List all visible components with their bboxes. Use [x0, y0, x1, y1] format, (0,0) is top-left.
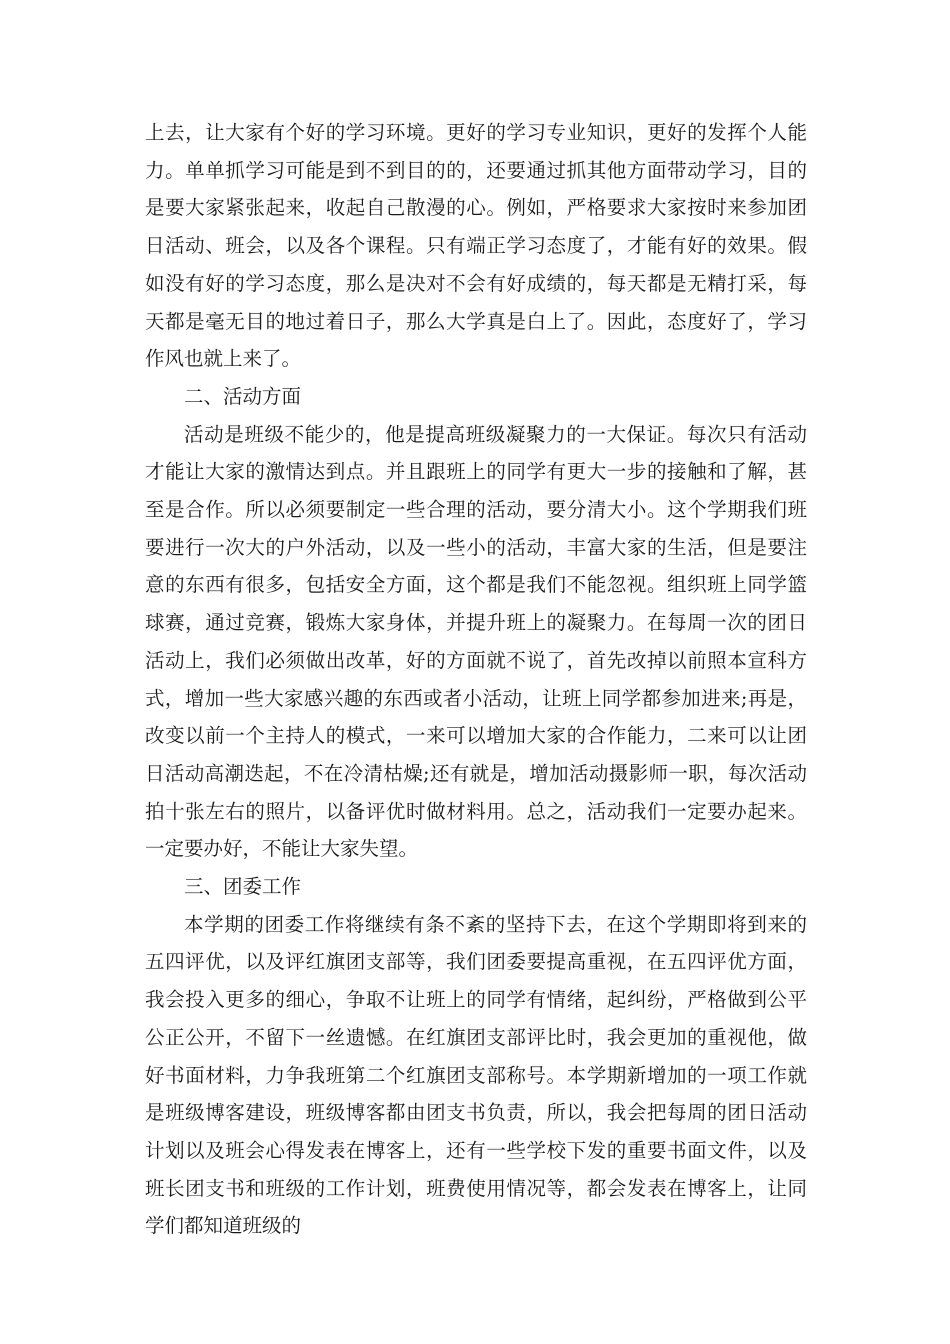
- paragraph-youth-league: 本学期的团委工作将继续有条不紊的坚持下去，在这个学期即将到来的五四评优，以及评红旗团支部等，我们团委要提高重视，在五四评优方面，我会投入更多的细心，争取不让班上的同学有情绪，起纠纷，严格做到公平公正公开，不留下一丝遗憾。在红旗团支部评比时，我会更加的重视他，做好书面材料，力争我班第二个红旗团支部称号。本学期新增加的一项工作就是班级博客建设，班级博客都由团支书负责，所以，我会把每周的团日活动计划以及班会心得发表在博客上，还有一些学校下发的重要书面文件，以及班长团支书和班级的工作计划，班费使用情况等，都会发表在博客上，让同学们都知道班级的: [145, 912, 807, 1238]
- paragraph-activities: 活动是班级不能少的，他是提高班级凝聚力的一大保证。每次只有活动才能让大家的激情达到点。并且跟班上的同学有更大一步的接触和了解，甚至是合作。所以必须要制定一些合理的活动，要分清大小。这个学期我们班要进行一次大的户外活动，以及一些小的活动，丰富大家的生活，但是要注意的东西有很多，包括安全方面，这个都是我们不能忽视。组织班上同学篮球赛，通过竞赛，锻炼大家身体，并提升班上的凝聚力。在每周一次的团日活动上，我们必须做出改革，好的方面就不说了，首先改掉以前照本宣科方式，增加一些大家感兴趣的东西或者小活动，让班上同学都参加进来;再是，改变以前一个主持人的模式，一来可以增加大家的合作能力，二来可以让团日活动高潮迭起，不在冷清枯燥;还有就是，增加活动摄影师一职，每次活动拍十张左右的照片，以备评优时做材料用。总之，活动我们一定要办起来。一定要办好，不能让大家失望。: [145, 422, 807, 861]
- document-body: [145, 114, 807, 1245]
- section-heading-activities: 二、活动方面: [184, 384, 302, 408]
- section-heading-youth-league: 三、团委工作: [184, 875, 302, 899]
- paragraph-study-continuation: 上去，让大家有个好的学习环境。更好的学习专业知识，更好的发挥个人能力。单单抓学习可能是到不到目的的，还要通过抓其他方面带动学习，目的是要大家紧张起来，收起自己散漫的心。例如，严格要求大家按时来参加团日活动、班会，以及各个课程。只有端正学习态度了，才能有好的效果。假如没有好的学习态度，那么是决对不会有好成绩的，每天都是无精打采，每天都是毫无目的地过着日子，那么大学真是白上了。因此，态度好了，学习作风也就上来了。: [145, 121, 807, 371]
